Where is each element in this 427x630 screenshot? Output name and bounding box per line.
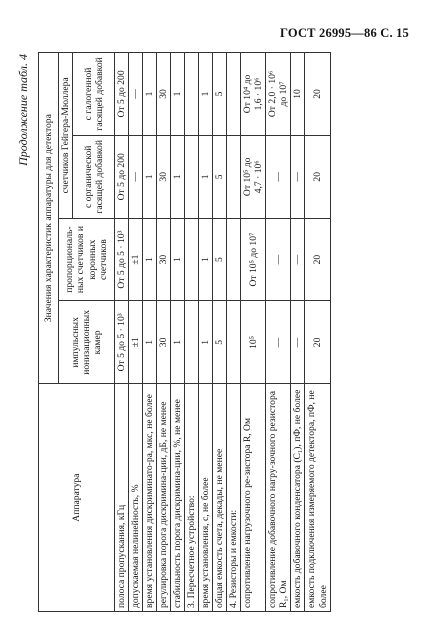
row-value: 20 [305,135,330,218]
row-value [227,301,241,384]
table-row [213,53,227,612]
row-value: От 10⁵ до 10⁷ [241,218,266,301]
row-value: От 5 до 200 [115,53,129,136]
row-value: 1 [171,218,185,301]
table-row [266,53,291,612]
row-param: время установления, с, не более [199,384,213,612]
row-value: 1 [199,301,213,384]
row-value [185,301,199,384]
row-value: От 5 до 5 · 10³ [115,218,129,301]
row-value: От 10⁴ до 1,6 · 10⁶ [241,53,266,136]
row-value: 30 [157,301,171,384]
row-value: 30 [157,135,171,218]
header-geiger-group: счетчиков Гейгера-Мюллера [59,53,73,219]
row-value: 1 [199,218,213,301]
row-param: емкость добавочного конденсатора (C₁), пФ, не более [291,384,305,612]
row-value: 10⁵ [241,301,266,384]
characteristics-table [38,52,331,612]
row-value: 1 [171,301,185,384]
row-value: 20 [305,53,330,136]
table-row [241,53,266,612]
page-header: ГОСТ 26995—86 С. 15 [280,26,409,40]
table-row [143,53,157,612]
row-value: 1 [171,135,185,218]
header-col-halogen: с галогенной гасящей добавкой [73,53,115,136]
row-value: — [129,135,143,218]
row-value: ±1 [129,218,143,301]
row-value: 5 [213,135,227,218]
row-value: 1 [143,301,157,384]
row-param: емкость подключения измеряемого детектора, пФ, не более [305,384,330,612]
rotated-table-block [16,52,406,612]
row-value: — [266,218,291,301]
row-param: время установления дискриминато-ра, мкс, не более [143,384,157,612]
row-value: 1 [143,135,157,218]
row-value: — [291,218,305,301]
row-value [227,135,241,218]
row-value: От 5 до 200 [115,135,129,218]
header-values-group: Значения характеристик аппаратуры для детектора [39,53,59,384]
row-value: 1 [143,218,157,301]
row-value: От 5 до 5 · 10³ [115,301,129,384]
row-value: 1 [199,53,213,136]
table-row [157,53,171,612]
row-value [185,53,199,136]
table-row [227,53,241,612]
row-value: — [291,301,305,384]
row-value: 30 [157,53,171,136]
row-value [227,218,241,301]
row-value: 1 [143,53,157,136]
row-value: — [266,135,291,218]
row-value: 5 [213,53,227,136]
row-param: полоса пропускания, кГц [115,384,129,612]
row-param: допускаемая нелинейность, % [129,384,143,612]
row-value: — [129,53,143,136]
row-param: стабильность порога дискримина-ции, %, не менее [171,384,185,612]
continuation-label: Продолжение табл. 4 [16,54,30,166]
row-value: От 2,0 · 10⁶ до 10⁷ [266,53,291,136]
row-param: 4. Резисторы и емкости: [227,384,241,612]
table-row [171,53,185,612]
row-value: 1 [171,53,185,136]
row-value: 5 [213,301,227,384]
row-param: общая емкость счета, декады, не менее [213,384,227,612]
row-value [227,53,241,136]
header-col-proportional: пропорциональ-ных счетчиков и коронных счетчиков [59,218,115,301]
row-param: сопротивление нагрузочного ре-зистора R, Ом [241,384,266,612]
header-col-ionization: импульсных ионизационных камер [59,301,115,384]
table-body [115,53,331,612]
table-row [115,53,129,612]
header-apparatus: Аппаратура [39,384,115,612]
row-param: регулировка порога дискримина-ции, дБ, не менее [157,384,171,612]
row-value: 30 [157,218,171,301]
row-value: 20 [305,218,330,301]
row-value: 10 [291,53,305,136]
row-value: 20 [305,301,330,384]
row-value: 5 [213,218,227,301]
row-value [185,218,199,301]
row-value [185,135,199,218]
row-param: сопротивление добавочного нагру-зочного резистора R₁, Ом [266,384,291,612]
row-value: ±1 [129,301,143,384]
table-row [199,53,213,612]
row-value: — [266,301,291,384]
row-value: От 10⁵ до 4,7 · 10⁶ [241,135,266,218]
row-value: 1 [199,135,213,218]
table-row [291,53,305,612]
table-row [185,53,199,612]
table-row [129,53,143,612]
table-row [305,53,330,612]
row-value: — [291,135,305,218]
row-param: 3. Пересчетное устройство: [185,384,199,612]
header-col-organic: с органической гасящей добавкой [73,135,115,218]
